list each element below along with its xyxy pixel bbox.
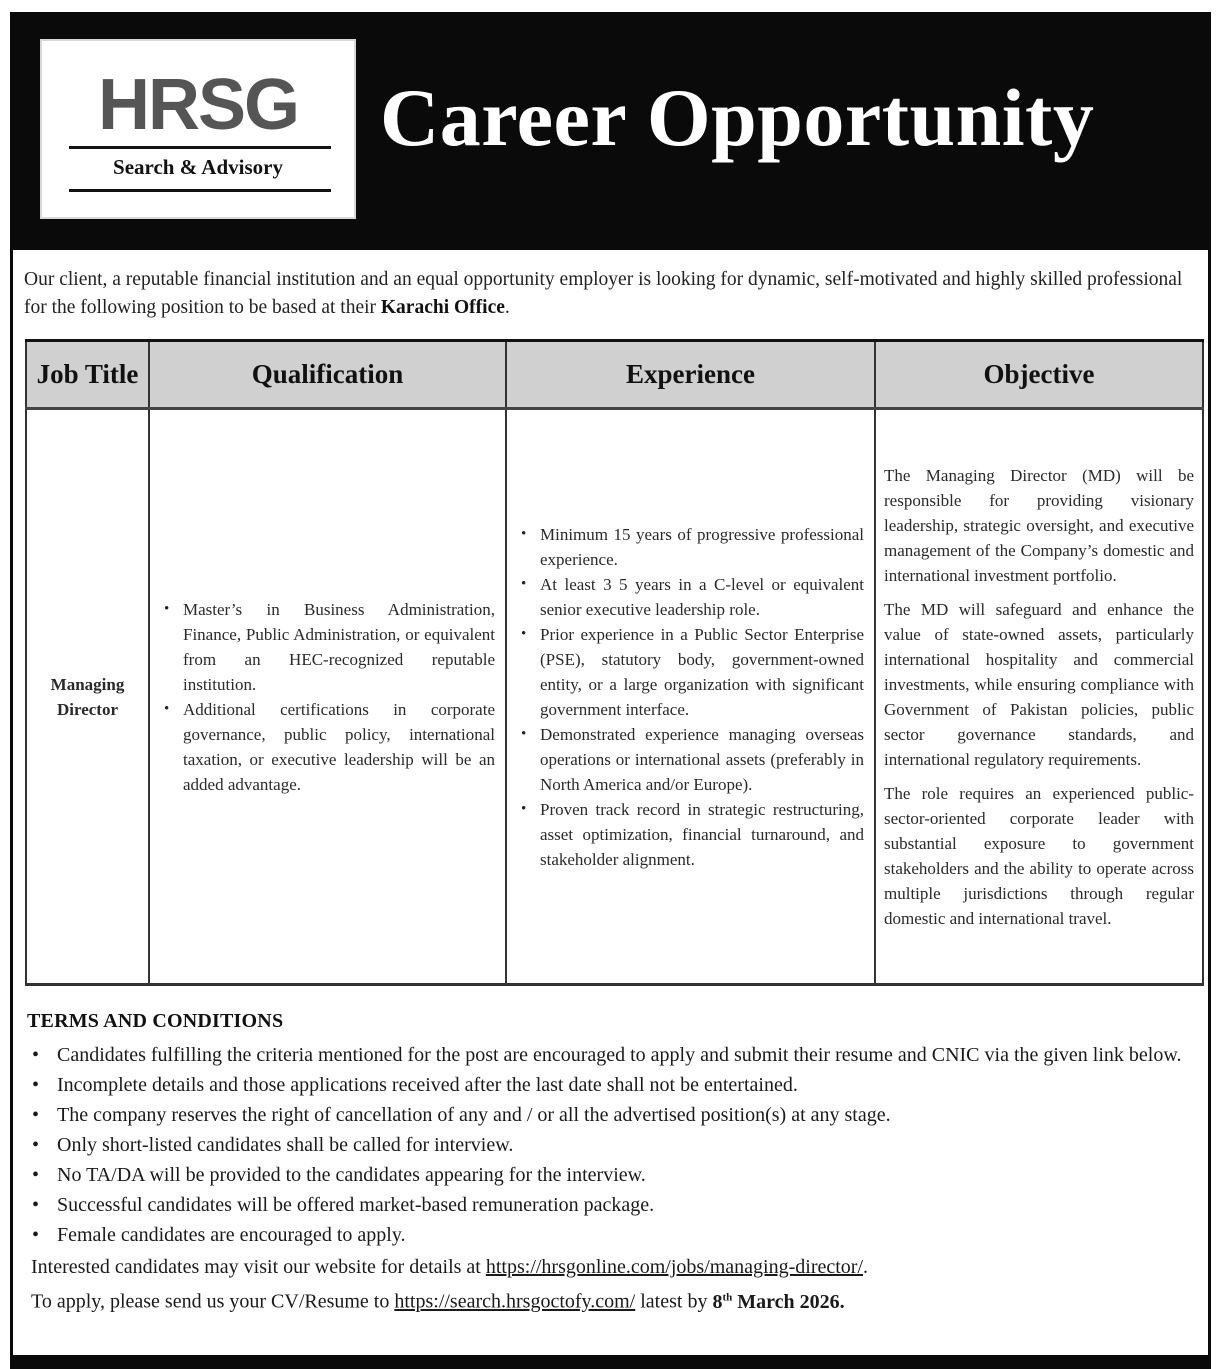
apply-link[interactable]: https://search.hrsgoctofy.com/ (394, 1290, 636, 1313)
objective-paragraph: The MD will safeguard and enhance the value of state-owned assets, particularly international hospitality and commercial investments, while ensuring compliance with Government of Pakistan policies, public sector governance standards, and international regulatory requirements. (884, 599, 1194, 769)
list-item: • Incomplete details and those applications received after the last date shall not be entertained. (27, 1070, 1207, 1100)
list-item: • At least 3 5 years in a C-level or equivalent senior executive leadership role. (519, 572, 864, 622)
list-item: • Only short-listed candidates shall be called for interview. (27, 1130, 1207, 1160)
column-header-qualification: Qualification (149, 341, 506, 409)
intro-paragraph (24, 266, 1204, 322)
advertisement-frame (10, 12, 1211, 1369)
list-item: • Minimum 15 years of progressive professional experience. (519, 522, 864, 572)
intro-location: Karachi Office (380, 297, 505, 318)
terms-section (27, 1008, 1207, 1317)
intro-end: . (504, 297, 510, 318)
terms-list (27, 1040, 1207, 1250)
intro-text: Our client, a reputable financial institution and an equal opportunity employer is looking for dynamic, self-motivated and highly skilled professional for the following position to be based at their (24, 269, 1183, 318)
qualification-cell (149, 409, 506, 985)
column-header-experience: Experience (506, 341, 875, 409)
job-title: Managing Director (50, 674, 125, 719)
hrsg-logo (40, 39, 356, 219)
list-item: • No TA/DA will be provided to the candidates appearing for the interview. (27, 1160, 1207, 1190)
experience-list (507, 522, 874, 872)
deadline-day: 8 (712, 1290, 723, 1313)
list-item: • Additional certifications in corporate governance, public policy, international taxation, or executive leadership will be an added advantage. (162, 697, 495, 797)
terms-heading: TERMS AND CONDITIONS (27, 1010, 284, 1032)
website-line-text: Interested candidates may visit our website for details at (31, 1256, 486, 1278)
apply-line-middle: latest by (635, 1290, 713, 1313)
list-item: • The company reserves the right of cancellation of any and / or all the advertised position(s) at any stage. (27, 1100, 1207, 1130)
job-details-link[interactable]: https://hrsgonline.com/jobs/managing-director/ (485, 1256, 864, 1278)
deadline-ordinal: th (722, 1291, 733, 1303)
objective-text (876, 463, 1202, 931)
logo-divider-bottom (69, 189, 331, 192)
experience-cell (506, 409, 875, 985)
column-header-job-title: Job Title (26, 341, 149, 409)
header-banner (13, 12, 1208, 250)
job-title-cell (26, 409, 149, 985)
website-line-end: . (863, 1256, 869, 1278)
logo-divider-top (69, 146, 331, 149)
footer-band (13, 1355, 1208, 1369)
list-item: • Demonstrated experience managing overseas operations or international assets (preferably in North America and/or Europe). (519, 722, 864, 797)
list-item: • Master’s in Business Administration, Finance, Public Administration, or equivalent from an HEC-recognized reputable institution. (162, 597, 495, 697)
table-row (26, 409, 1203, 985)
job-table (25, 339, 1204, 986)
deadline-date (712, 1291, 844, 1313)
qualification-list (150, 597, 505, 797)
table-header-row (26, 341, 1203, 409)
logo-subtitle: Search & Advisory (113, 155, 283, 179)
column-header-objective: Objective (875, 341, 1203, 409)
logo-mark: HRSG (97, 65, 299, 145)
objective-cell (875, 409, 1203, 985)
deadline-month-year: March 2026. (732, 1290, 845, 1313)
apply-line-text: To apply, please send us your CV/Resume to (31, 1290, 395, 1313)
list-item: • Proven track record in strategic restructuring, asset optimization, financial turnaround, and stakeholder alignment. (519, 797, 864, 872)
page-title: Career Opportunity (380, 72, 1095, 163)
list-item: • Candidates fulfilling the criteria mentioned for the post are encouraged to apply and submit their resume and CNIC via the given link below. (27, 1040, 1207, 1070)
list-item: • Successful candidates will be offered market-based remuneration package. (27, 1190, 1207, 1220)
list-item: • Prior experience in a Public Sector Enterprise (PSE), statutory body, government-owned entity, or a large organization with significant government interface. (519, 622, 864, 722)
website-line (27, 1252, 1207, 1282)
objective-paragraph: The Managing Director (MD) will be responsible for providing visionary leadership, strategic oversight, and executive management of the Company’s domestic and international investment portfolio. (884, 465, 1194, 585)
apply-line (27, 1282, 1207, 1317)
objective-paragraph: The role requires an experienced public-sector-oriented corporate leader with substantial exposure to government stakeholders and the ability to operate across multiple jurisdictions through regular domestic and international travel. (884, 783, 1194, 928)
list-item: • Female candidates are encouraged to apply. (27, 1220, 1207, 1250)
